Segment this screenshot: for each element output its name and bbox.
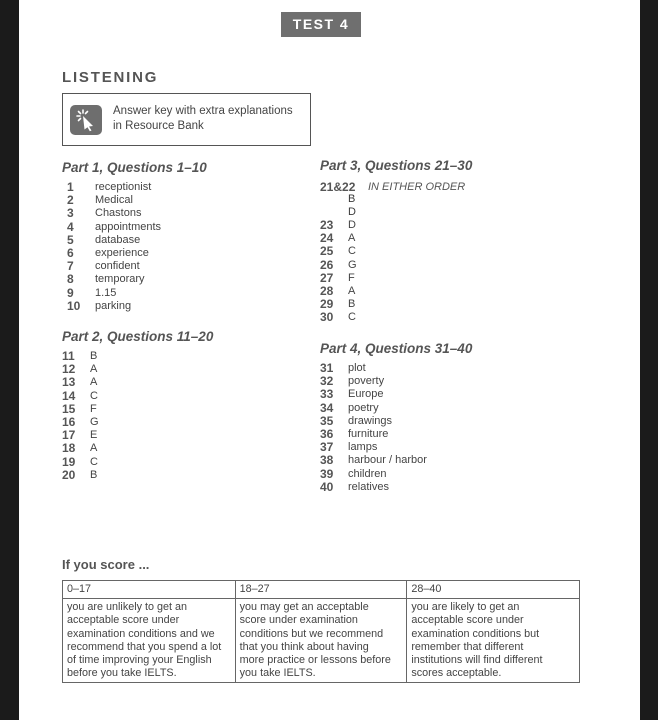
score-description-low	[63, 599, 236, 683]
question-number: 7	[67, 259, 74, 274]
question-number: 23	[320, 218, 334, 232]
answer-row	[320, 245, 357, 258]
answer-value: B	[90, 468, 98, 481]
description-line: recommend that you spend a lot	[67, 640, 222, 653]
description-line: acceptable score under	[411, 614, 524, 627]
question-number: 1	[67, 180, 74, 194]
either-order-answers	[348, 193, 356, 219]
answer-row	[320, 272, 357, 285]
question-number: 39	[320, 466, 334, 481]
part3-title: Part 3, Questions 21–30	[320, 158, 473, 173]
answer-value: G	[348, 258, 357, 271]
answer-row	[320, 428, 427, 441]
question-number: 40	[320, 479, 334, 494]
answer-row	[320, 481, 427, 494]
question-number: 9	[67, 285, 74, 300]
part1-title: Part 1, Questions 1–10	[62, 160, 207, 175]
answer-value: A	[90, 442, 98, 455]
answer-row	[67, 287, 161, 300]
question-number: 33	[320, 387, 334, 402]
answer-row	[67, 221, 161, 234]
answer-value: G	[90, 415, 99, 428]
answer-key-page	[19, 0, 640, 720]
answer-row	[67, 273, 161, 286]
answer-row	[67, 300, 161, 313]
question-number: 8	[67, 272, 74, 287]
question-number: 38	[320, 453, 334, 468]
score-description-mid	[235, 599, 407, 683]
score-description-high	[407, 599, 580, 683]
question-number: 15	[62, 401, 76, 416]
score-range: 0–17	[63, 581, 236, 599]
description-line: that you think about having	[239, 640, 369, 653]
description-line: of time improving your English	[67, 654, 212, 667]
description-line: acceptable score under	[67, 614, 180, 627]
score-description-row	[63, 599, 580, 683]
answer-row	[320, 259, 357, 272]
either-order-num: 21&22	[320, 180, 356, 194]
answer-row	[320, 375, 427, 388]
resource-line-2: in Resource Bank	[113, 120, 204, 132]
question-number: 13	[62, 375, 76, 390]
question-number: 32	[320, 374, 334, 389]
question-number: 30	[320, 310, 334, 325]
question-number: 35	[320, 413, 334, 428]
question-number: 19	[62, 454, 76, 469]
question-number: 20	[62, 467, 76, 482]
answer-value: poetry	[348, 401, 379, 414]
part2-title: Part 2, Questions 11–20	[62, 329, 214, 344]
answer-value: database	[95, 233, 141, 246]
answer-value: B	[348, 298, 356, 311]
answer-value: parking	[95, 299, 132, 312]
answer-value: drawings	[348, 414, 393, 427]
question-number: 24	[320, 231, 334, 246]
answer-row	[62, 456, 99, 469]
answer-value: furniture	[348, 427, 389, 440]
answer-row	[67, 194, 161, 207]
answer-value: Europe	[348, 388, 384, 401]
question-number: 3	[67, 206, 74, 221]
description-line: score under examination	[239, 614, 358, 627]
cursor-click-icon	[70, 105, 102, 135]
answer-row	[67, 260, 161, 273]
answer-value: Chastons	[95, 207, 142, 220]
resource-bank-box	[62, 93, 311, 146]
answer-value: A	[90, 363, 98, 376]
answer-value: Medical	[95, 194, 133, 207]
answer-value: poverty	[348, 375, 385, 388]
part2-answers	[62, 350, 99, 482]
answer-value: C	[348, 311, 356, 324]
answer-row	[320, 362, 427, 375]
either-answer: D	[348, 206, 356, 219]
answer-value: plot	[348, 362, 366, 374]
description-line: institutions will find different	[411, 654, 543, 667]
description-line: you are likely to get an	[411, 601, 520, 614]
answer-row	[320, 468, 427, 481]
answer-row	[67, 234, 161, 247]
question-number: 12	[62, 362, 76, 377]
question-number: 18	[62, 441, 76, 456]
answer-value: harbour / harbor	[348, 454, 427, 467]
score-heading: If you score ...	[62, 557, 150, 572]
answer-row	[67, 247, 161, 260]
question-number: 37	[320, 440, 334, 455]
answer-value: C	[90, 455, 98, 468]
answer-value: C	[348, 245, 356, 258]
question-number: 26	[320, 257, 334, 272]
question-number: 16	[62, 414, 76, 429]
answer-value: D	[348, 219, 356, 231]
part4-answers	[320, 362, 427, 494]
question-number: 17	[62, 428, 76, 443]
question-number: 4	[67, 219, 74, 234]
answer-row	[67, 207, 161, 220]
resource-bank-text	[113, 104, 308, 134]
answer-row	[62, 442, 99, 455]
description-line: conditions but we recommend	[239, 627, 384, 640]
answer-row	[67, 181, 161, 194]
answer-value: children	[348, 467, 387, 480]
answer-value: A	[348, 232, 356, 245]
part4-title: Part 4, Questions 31–40	[320, 341, 473, 356]
answer-row	[320, 311, 357, 324]
answer-row	[320, 415, 427, 428]
description-line: scores acceptable.	[411, 667, 502, 680]
test-badge: TEST 4	[281, 12, 361, 37]
either-answer: B	[348, 193, 356, 205]
question-number: 11	[62, 349, 75, 363]
answer-value: B	[90, 350, 98, 362]
answer-value: E	[90, 429, 98, 442]
description-line: remember that different	[411, 640, 524, 653]
answer-row	[62, 403, 99, 416]
answer-value: appointments	[95, 220, 162, 233]
answer-row	[62, 469, 99, 482]
answer-value: temporary	[95, 273, 145, 286]
answer-row	[320, 402, 427, 415]
question-number: 2	[67, 193, 74, 208]
score-range: 18–27	[235, 581, 407, 599]
question-number: 31	[320, 361, 334, 375]
question-number: 6	[67, 245, 74, 260]
part3-answers	[320, 219, 357, 325]
question-number: 25	[320, 244, 334, 259]
answer-row	[62, 390, 99, 403]
question-number: 5	[67, 232, 74, 247]
section-title: LISTENING	[62, 69, 159, 86]
description-line: examination conditions but	[411, 627, 540, 640]
score-table	[62, 580, 580, 683]
description-line: examination conditions and we	[67, 627, 215, 640]
answer-value: A	[348, 284, 356, 297]
answer-value: 1.15	[95, 286, 117, 299]
question-number: 36	[320, 426, 334, 441]
answer-row	[320, 441, 427, 454]
answer-value: receptionist	[95, 181, 152, 193]
answer-value: C	[90, 389, 98, 402]
question-number: 28	[320, 283, 334, 298]
question-number: 29	[320, 297, 334, 312]
answer-value: experience	[95, 246, 149, 259]
question-number: 34	[320, 400, 334, 415]
score-range: 28–40	[407, 581, 580, 599]
description-line: you may get an acceptable	[239, 601, 369, 614]
answer-value: confident	[95, 260, 140, 273]
question-number: 10	[67, 298, 81, 313]
either-order-row	[320, 180, 465, 194]
either-order-note: IN EITHER ORDER	[368, 181, 466, 193]
answer-value: lamps	[348, 441, 378, 454]
description-line: you take IELTS.	[239, 667, 316, 680]
answer-row	[62, 376, 99, 389]
answer-row	[320, 388, 427, 401]
answer-value: F	[348, 271, 355, 284]
answer-row	[320, 454, 427, 467]
answer-value: relatives	[348, 480, 389, 493]
question-number: 27	[320, 270, 334, 285]
question-number: 14	[62, 388, 76, 403]
description-line: you are unlikely to get an	[67, 601, 188, 614]
description-line: more practice or lessons before	[239, 654, 391, 667]
part1-answers	[67, 181, 161, 313]
answer-value: A	[90, 376, 98, 389]
description-line: before you take IELTS.	[67, 667, 177, 680]
score-range-row	[63, 581, 580, 599]
answer-value: F	[90, 402, 97, 415]
resource-line-1: Answer key with extra explanations	[113, 105, 293, 117]
